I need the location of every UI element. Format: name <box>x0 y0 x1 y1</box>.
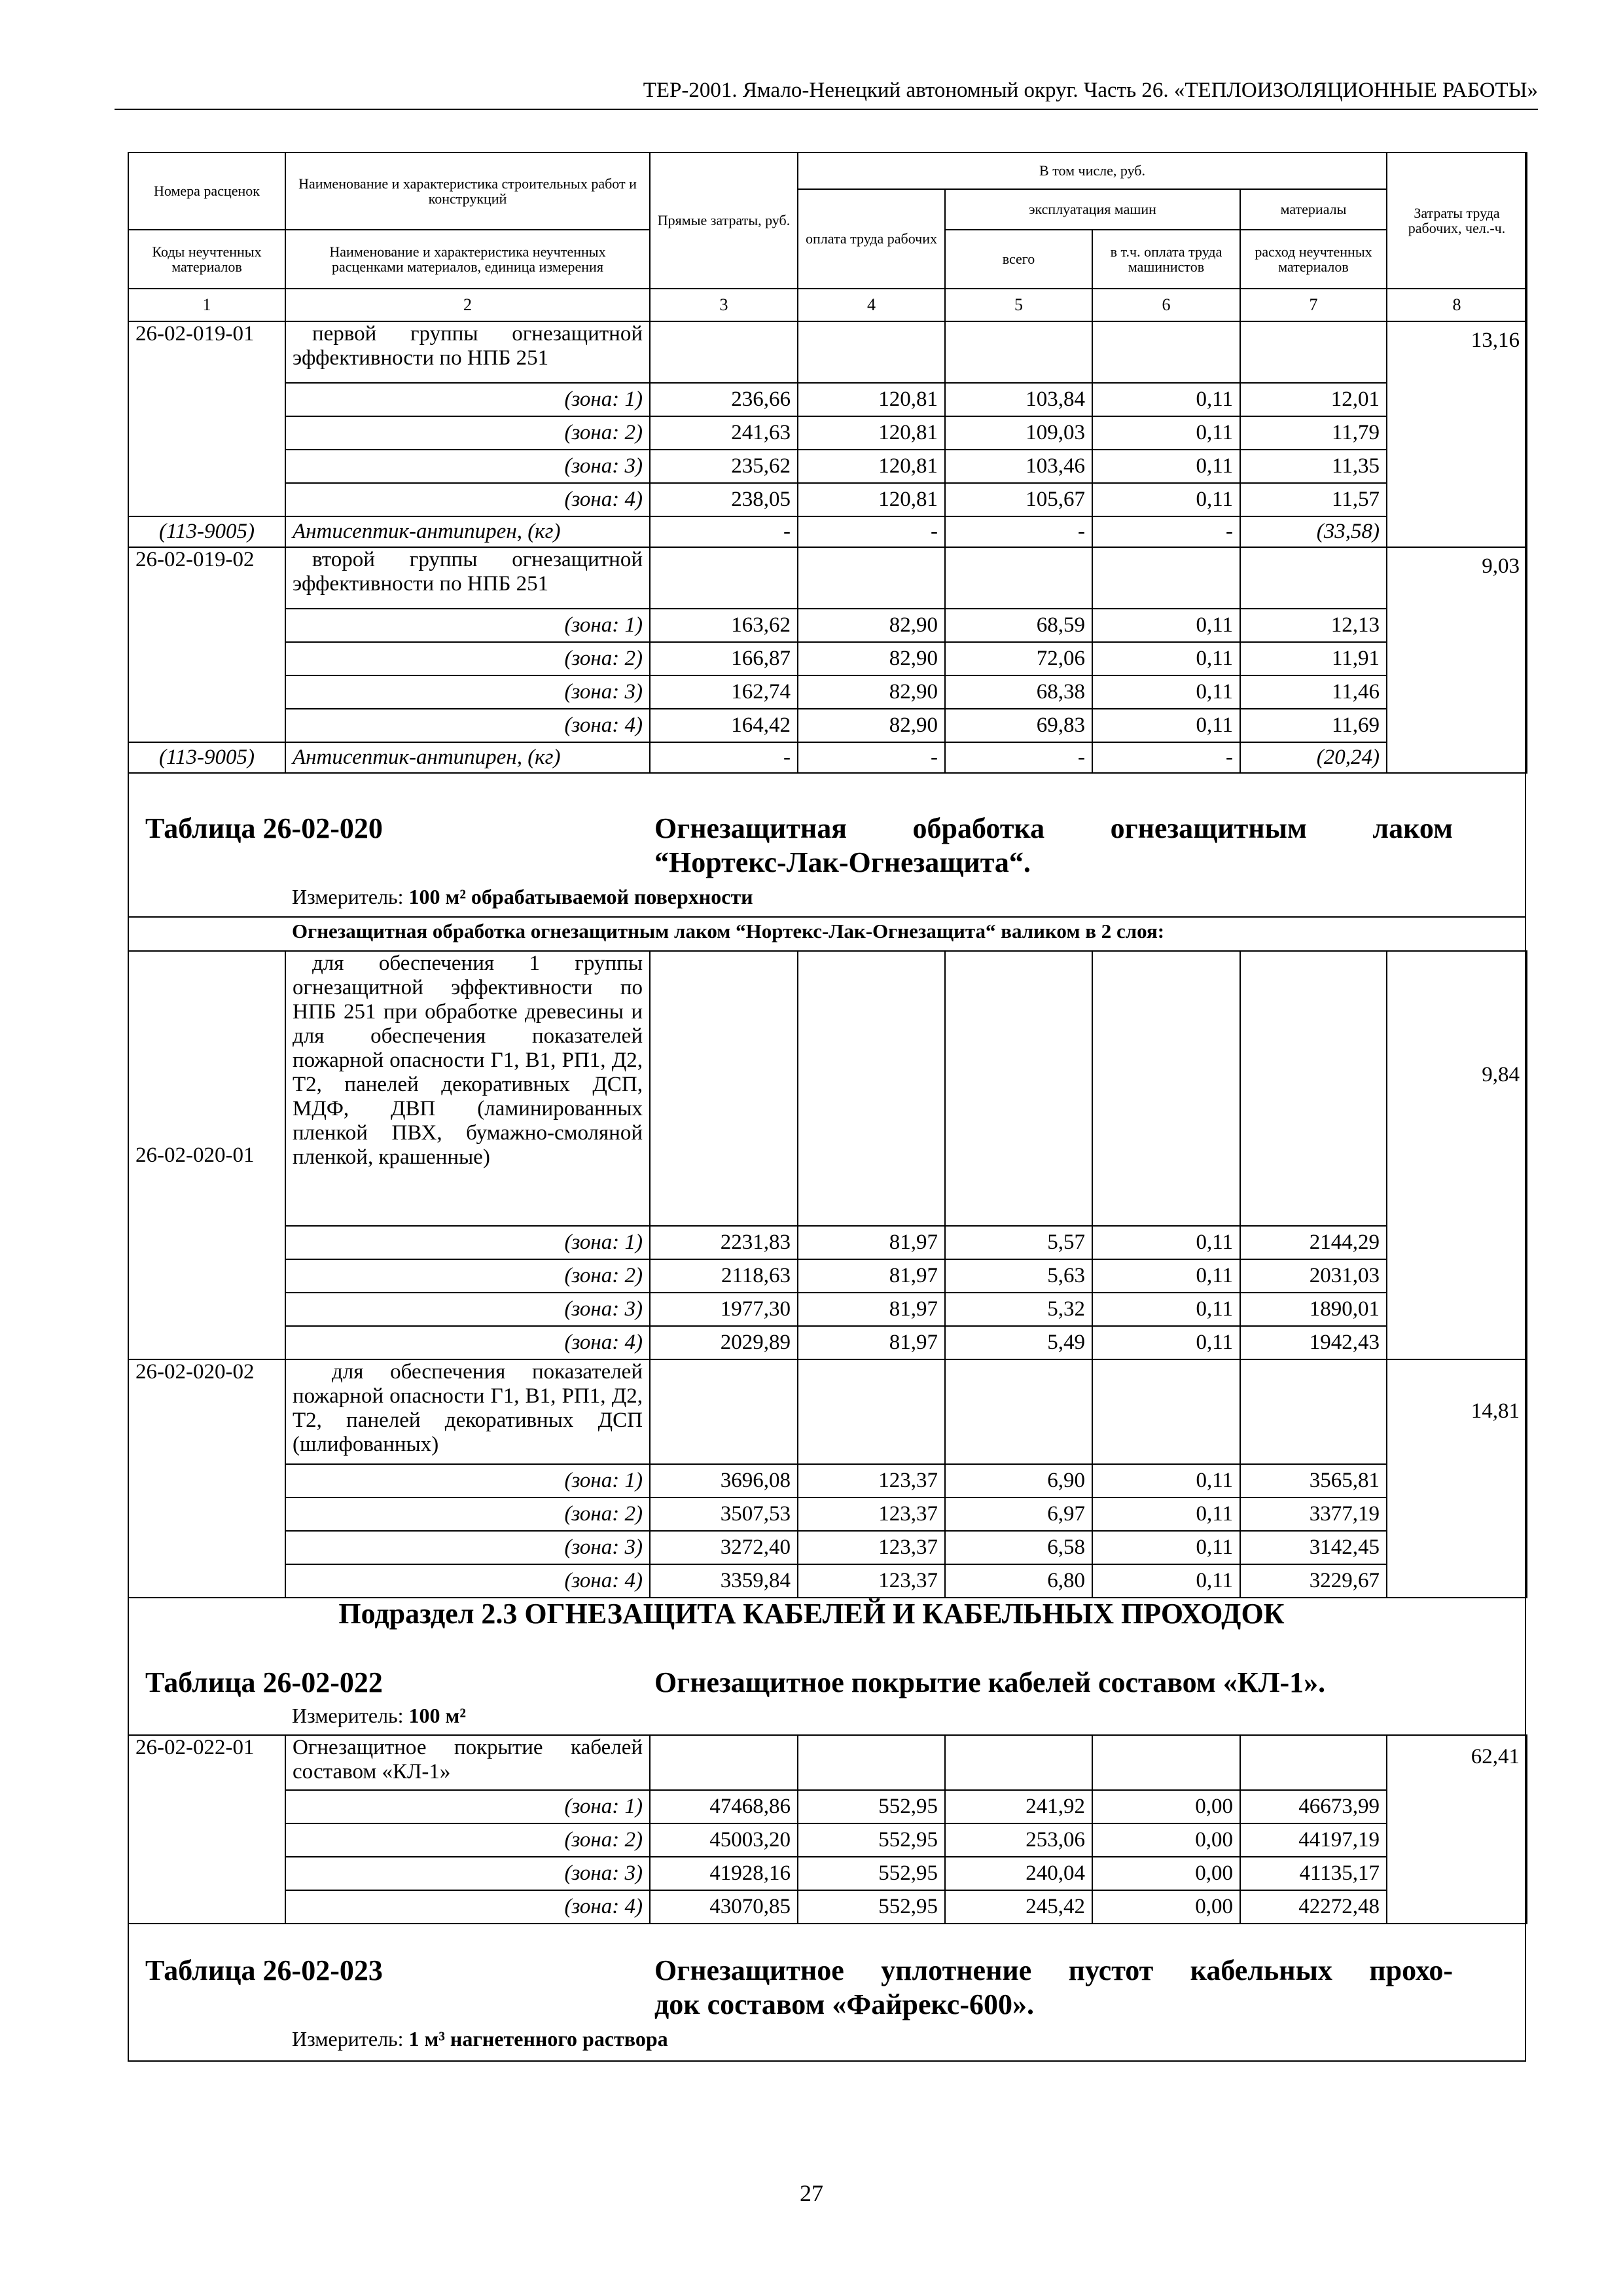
table-label: Таблица 26-02-023 <box>145 1954 383 1986</box>
material-name: Антисептик-антипирен, (кг) <box>285 516 650 547</box>
empty-cell <box>798 547 945 609</box>
rates-table-022 <box>128 1734 1527 1924</box>
wage-cost: 81,97 <box>798 1326 945 1359</box>
column-number: 1 <box>128 289 285 321</box>
zone-label: (зона: 2) <box>285 1823 650 1857</box>
table-title: Огнезащитная обработка огнезащитным лаком <box>654 812 1453 844</box>
direct-cost: 43070,85 <box>650 1890 798 1924</box>
rate-code: 26-02-022-01 <box>128 1735 285 1924</box>
material-cost: 1890,01 <box>1240 1293 1387 1326</box>
empty-cell <box>798 1735 945 1790</box>
table-26-02-020-body <box>128 951 1527 1598</box>
direct-cost: 41928,16 <box>650 1857 798 1890</box>
machine-wage-cost: 0,11 <box>1092 1464 1240 1498</box>
direct-cost: 238,05 <box>650 483 798 516</box>
wage-cost: 552,95 <box>798 1790 945 1823</box>
divider <box>128 916 1526 918</box>
direct-cost: 45003,20 <box>650 1823 798 1857</box>
machine-cost: 5,32 <box>945 1293 1092 1326</box>
rate-description: Огнезащитное покрытие кабелей составом «КЛ-1» <box>285 1735 650 1790</box>
machine-cost: 103,46 <box>945 450 1092 483</box>
machine-wage-cost: 0,00 <box>1092 1890 1240 1924</box>
wage-cost: 82,90 <box>798 709 945 742</box>
empty-cell <box>1092 547 1240 609</box>
empty-cell <box>1240 1359 1387 1464</box>
zone-label: (зона: 2) <box>285 642 650 675</box>
material-cost: 11,35 <box>1240 450 1387 483</box>
wage-cost: 120,81 <box>798 416 945 450</box>
dash-cell: - <box>798 742 945 773</box>
zone-label: (зона: 2) <box>285 416 650 450</box>
material-code: (113-9005) <box>128 516 285 547</box>
material-cost: 12,13 <box>1240 609 1387 642</box>
empty-cell <box>798 321 945 383</box>
zone-row <box>128 1293 1527 1326</box>
zone-row <box>128 416 1527 450</box>
empty-cell <box>650 1735 798 1790</box>
direct-cost: 235,62 <box>650 450 798 483</box>
col4-header: оплата труда рабочих <box>798 189 945 289</box>
wage-cost: 120,81 <box>798 450 945 483</box>
wage-cost: 82,90 <box>798 675 945 709</box>
labor-cost: 9,03 <box>1387 547 1527 773</box>
wage-cost: 81,97 <box>798 1226 945 1259</box>
machine-wage-cost: 0,00 <box>1092 1790 1240 1823</box>
column-number: 5 <box>945 289 1092 321</box>
zone-row <box>128 1326 1527 1359</box>
direct-cost: 166,87 <box>650 642 798 675</box>
empty-cell <box>945 1735 1092 1790</box>
wage-cost: 123,37 <box>798 1498 945 1531</box>
rate-row <box>128 1359 1527 1464</box>
rates-table-020 <box>128 950 1527 1598</box>
table-label: Таблица 26-02-022 <box>145 1666 383 1698</box>
zone-label: (зона: 4) <box>285 483 650 516</box>
table-title: Огнезащитное уплотнение пустот кабельных прохо- <box>654 1954 1453 1986</box>
direct-cost: 164,42 <box>650 709 798 742</box>
material-cost: 2031,03 <box>1240 1259 1387 1293</box>
material-cost: 11,69 <box>1240 709 1387 742</box>
rate-description: второй группы огнезащитной эффективности по НПБ 251 <box>285 547 650 609</box>
table-26-02-019-body <box>128 321 1527 773</box>
machine-cost: 68,38 <box>945 675 1092 709</box>
empty-cell <box>945 321 1092 383</box>
zone-label: (зона: 1) <box>285 1226 650 1259</box>
zone-row <box>128 675 1527 709</box>
rate-description: для обеспечения 1 группы огнезащитной эффективности по НПБ 251 при обработке древесины и для обеспечения показателей пожарной опасности Г1, В1, РП1, Д2, Т2, панелей декоративных ДСП, МДФ, ДВП (ламинированных пленкой ПВХ, бумажно-смоляной пленкой, крашенные) <box>285 951 650 1226</box>
zone-label: (зона: 1) <box>285 1790 650 1823</box>
direct-cost: 2231,83 <box>650 1226 798 1259</box>
rate-description: для обеспечения показателей пожарной опасности Г1, В1, РП1, Д2, Т2, панелей декоративных ДСП (шлифованных) <box>285 1359 650 1464</box>
dash-cell: - <box>798 516 945 547</box>
material-cost: 46673,99 <box>1240 1790 1387 1823</box>
material-cost: 11,79 <box>1240 416 1387 450</box>
wage-cost: 123,37 <box>798 1531 945 1564</box>
zone-label: (зона: 2) <box>285 1259 650 1293</box>
zone-label: (зона: 1) <box>285 383 650 416</box>
direct-cost: 3359,84 <box>650 1564 798 1598</box>
machine-wage-cost: 0,11 <box>1092 1564 1240 1598</box>
empty-cell <box>1240 321 1387 383</box>
machine-cost: 5,49 <box>945 1326 1092 1359</box>
empty-cell <box>650 1359 798 1464</box>
dash-cell: - <box>1092 742 1240 773</box>
machine-cost: 6,90 <box>945 1464 1092 1498</box>
wage-cost: 81,97 <box>798 1259 945 1293</box>
col3-header: Прямые затраты, руб. <box>650 152 798 289</box>
zone-label: (зона: 2) <box>285 1498 650 1531</box>
wage-cost: 123,37 <box>798 1464 945 1498</box>
col2-bottom-header: Наименование и характеристика неучтенных расценками материалов, единица измерения <box>285 230 650 289</box>
machine-cost: 105,67 <box>945 483 1092 516</box>
zone-row <box>128 383 1527 416</box>
machine-cost: 5,63 <box>945 1259 1092 1293</box>
materials-header: материалы <box>1240 189 1387 230</box>
empty-cell <box>650 321 798 383</box>
empty-cell <box>798 1359 945 1464</box>
machine-wage-cost: 0,11 <box>1092 416 1240 450</box>
zone-label: (зона: 4) <box>285 1890 650 1924</box>
labor-cost: 13,16 <box>1387 321 1527 547</box>
dash-cell: - <box>945 742 1092 773</box>
material-cost: 3565,81 <box>1240 1464 1387 1498</box>
zone-row <box>128 483 1527 516</box>
dash-cell: - <box>945 516 1092 547</box>
material-cost: 42272,48 <box>1240 1890 1387 1924</box>
machine-cost: 109,03 <box>945 416 1092 450</box>
wage-cost: 552,95 <box>798 1857 945 1890</box>
machine-wage-cost: 0,11 <box>1092 483 1240 516</box>
col7-header: расход неучтенных материалов <box>1240 230 1387 289</box>
subheading: Огнезащитная обработка огнезащитным лаком “Нортекс-Лак-Огнезащита“ валиком в 2 слоя: <box>292 920 1165 942</box>
material-cost: 3229,67 <box>1240 1564 1387 1598</box>
machine-wage-cost: 0,11 <box>1092 450 1240 483</box>
table-title: Огнезащитное покрытие кабелей составом «КЛ-1». <box>654 1666 1326 1698</box>
direct-cost: 241,63 <box>650 416 798 450</box>
column-number: 3 <box>650 289 798 321</box>
zone-row <box>128 450 1527 483</box>
machine-wage-cost: 0,11 <box>1092 1293 1240 1326</box>
zone-label: (зона: 3) <box>285 675 650 709</box>
col8-header: Затраты труда рабочих, чел.-ч. <box>1387 152 1527 289</box>
wage-cost: 82,90 <box>798 609 945 642</box>
machine-wage-cost: 0,11 <box>1092 675 1240 709</box>
machine-cost: 103,84 <box>945 383 1092 416</box>
material-cost: 3142,45 <box>1240 1531 1387 1564</box>
col1-bottom-header: Коды неучтенных материалов <box>128 230 285 289</box>
zone-row <box>128 1564 1527 1598</box>
zone-label: (зона: 3) <box>285 1293 650 1326</box>
wage-cost: 552,95 <box>798 1823 945 1857</box>
wage-cost: 81,97 <box>798 1293 945 1326</box>
material-cost: 11,57 <box>1240 483 1387 516</box>
zone-row <box>128 1823 1527 1857</box>
zone-row <box>128 1857 1527 1890</box>
zone-row <box>128 1498 1527 1531</box>
zone-label: (зона: 3) <box>285 1531 650 1564</box>
zone-label: (зона: 1) <box>285 609 650 642</box>
wage-cost: 82,90 <box>798 642 945 675</box>
table-title-continued: док составом «Файрекс-600». <box>654 1988 1034 2020</box>
zone-label: (зона: 3) <box>285 450 650 483</box>
dash-cell: - <box>650 516 798 547</box>
wage-cost: 552,95 <box>798 1890 945 1924</box>
machine-wage-cost: 0,11 <box>1092 1226 1240 1259</box>
zone-row <box>128 1259 1527 1293</box>
machine-cost: 6,80 <box>945 1564 1092 1598</box>
machine-cost: 72,06 <box>945 642 1092 675</box>
empty-cell <box>945 1359 1092 1464</box>
zone-label: (зона: 4) <box>285 709 650 742</box>
rate-row <box>128 547 1527 609</box>
machine-cost: 241,92 <box>945 1790 1092 1823</box>
machine-wage-cost: 0,11 <box>1092 609 1240 642</box>
dash-cell: - <box>1092 516 1240 547</box>
zone-row <box>128 1890 1527 1924</box>
subsection-title: Подраздел 2.3 ОГНЕЗАЩИТА КАБЕЛЕЙ И КАБЕЛЬНЫХ ПРОХОДОК <box>338 1598 1285 1630</box>
zone-row <box>128 1531 1527 1564</box>
material-quantity: (33,58) <box>1240 516 1387 547</box>
zone-row <box>128 709 1527 742</box>
empty-cell <box>1240 951 1387 1226</box>
machines-header: эксплуатация машин <box>945 189 1240 230</box>
machine-wage-cost: 0,00 <box>1092 1823 1240 1857</box>
direct-cost: 2118,63 <box>650 1259 798 1293</box>
wage-cost: 120,81 <box>798 383 945 416</box>
direct-cost: 3507,53 <box>650 1498 798 1531</box>
direct-cost: 47468,86 <box>650 1790 798 1823</box>
rate-row <box>128 951 1527 1226</box>
direct-cost: 162,74 <box>650 675 798 709</box>
table-title-continued: “Нортекс-Лак-Огнезащита“. <box>654 846 1031 878</box>
direct-cost: 3272,40 <box>650 1531 798 1564</box>
material-cost: 11,91 <box>1240 642 1387 675</box>
direct-cost: 2029,89 <box>650 1326 798 1359</box>
rate-row <box>128 321 1527 383</box>
machine-wage-cost: 0,11 <box>1092 1259 1240 1293</box>
table-26-02-022-body <box>128 1735 1527 1924</box>
direct-cost: 1977,30 <box>650 1293 798 1326</box>
rate-code: 26-02-020-01 <box>128 951 285 1359</box>
material-name: Антисептик-антипирен, (кг) <box>285 742 650 773</box>
labor-cost: 14,81 <box>1387 1359 1527 1598</box>
machine-cost: 6,97 <box>945 1498 1092 1531</box>
column-number: 8 <box>1387 289 1527 321</box>
empty-cell <box>1240 547 1387 609</box>
column-number: 7 <box>1240 289 1387 321</box>
rate-code: 26-02-020-02 <box>128 1359 285 1598</box>
wage-cost: 123,37 <box>798 1564 945 1598</box>
zone-row <box>128 1464 1527 1498</box>
empty-cell <box>1092 321 1240 383</box>
machine-cost: 253,06 <box>945 1823 1092 1857</box>
empty-cell <box>1240 1735 1387 1790</box>
machine-wage-cost: 0,00 <box>1092 1857 1240 1890</box>
dash-cell: - <box>650 742 798 773</box>
zone-row <box>128 1226 1527 1259</box>
empty-cell <box>1092 1359 1240 1464</box>
empty-cell <box>650 951 798 1226</box>
machine-wage-cost: 0,11 <box>1092 1531 1240 1564</box>
machine-cost: 240,04 <box>945 1857 1092 1890</box>
material-cost: 3377,19 <box>1240 1498 1387 1531</box>
labor-cost: 62,41 <box>1387 1735 1527 1924</box>
column-number: 4 <box>798 289 945 321</box>
in-that-number-header: В том числе, руб. <box>798 152 1387 189</box>
machine-cost: 69,83 <box>945 709 1092 742</box>
zone-row <box>128 1790 1527 1823</box>
material-cost: 12,01 <box>1240 383 1387 416</box>
empty-cell <box>650 547 798 609</box>
zone-label: (зона: 3) <box>285 1857 650 1890</box>
material-cost: 1942,43 <box>1240 1326 1387 1359</box>
rate-code: 26-02-019-01 <box>128 321 285 516</box>
page-number: 27 <box>800 2180 823 2206</box>
rate-description: первой группы огнезащитной эффективности по НПБ 251 <box>285 321 650 383</box>
zone-label: (зона: 4) <box>285 1564 650 1598</box>
machine-wage-cost: 0,11 <box>1092 642 1240 675</box>
rates-table <box>128 152 1527 774</box>
material-cost: 44197,19 <box>1240 1823 1387 1857</box>
machine-cost: 68,59 <box>945 609 1092 642</box>
measure-unit: Измеритель: 100 м² обрабатываемой поверхности <box>292 885 753 908</box>
material-cost: 11,46 <box>1240 675 1387 709</box>
zone-row <box>128 609 1527 642</box>
col2-top-header: Наименование и характеристика строительных работ и конструкций <box>285 152 650 230</box>
material-cost: 2144,29 <box>1240 1226 1387 1259</box>
direct-cost: 236,66 <box>650 383 798 416</box>
empty-cell <box>798 951 945 1226</box>
material-cost: 41135,17 <box>1240 1857 1387 1890</box>
zone-label: (зона: 1) <box>285 1464 650 1498</box>
measure-unit: Измеритель: 1 м³ нагнетенного раствора <box>292 2027 668 2051</box>
machine-wage-cost: 0,11 <box>1092 383 1240 416</box>
rate-code: 26-02-019-02 <box>128 547 285 742</box>
zone-label: (зона: 4) <box>285 1326 650 1359</box>
column-number: 6 <box>1092 289 1240 321</box>
empty-cell <box>1092 951 1240 1226</box>
zone-row <box>128 642 1527 675</box>
page-header: ТЕР-2001. Ямало-Ненецкий автономный округ. Часть 26. «ТЕПЛОИЗОЛЯЦИОННЫЕ РАБОТЫ» <box>115 72 1538 110</box>
direct-cost: 163,62 <box>650 609 798 642</box>
column-number: 2 <box>285 289 650 321</box>
measure-unit: Измеритель: 100 м² <box>292 1704 466 1727</box>
labor-cost: 9,84 <box>1387 951 1527 1359</box>
col5-header: всего <box>945 230 1092 289</box>
col6-header: в т.ч. оплата труда машинистов <box>1092 230 1240 289</box>
machine-wage-cost: 0,11 <box>1092 1326 1240 1359</box>
material-row <box>128 516 1527 547</box>
machine-wage-cost: 0,11 <box>1092 709 1240 742</box>
table-label: Таблица 26-02-020 <box>145 812 383 844</box>
col1-top-header: Номера расценок <box>128 152 285 230</box>
machine-cost: 5,57 <box>945 1226 1092 1259</box>
machine-wage-cost: 0,11 <box>1092 1498 1240 1531</box>
empty-cell <box>945 547 1092 609</box>
rate-row <box>128 1735 1527 1790</box>
empty-cell <box>1092 1735 1240 1790</box>
empty-cell <box>945 951 1092 1226</box>
material-code: (113-9005) <box>128 742 285 773</box>
machine-cost: 6,58 <box>945 1531 1092 1564</box>
machine-cost: 245,42 <box>945 1890 1092 1924</box>
material-quantity: (20,24) <box>1240 742 1387 773</box>
direct-cost: 3696,08 <box>650 1464 798 1498</box>
wage-cost: 120,81 <box>798 483 945 516</box>
material-row <box>128 742 1527 773</box>
